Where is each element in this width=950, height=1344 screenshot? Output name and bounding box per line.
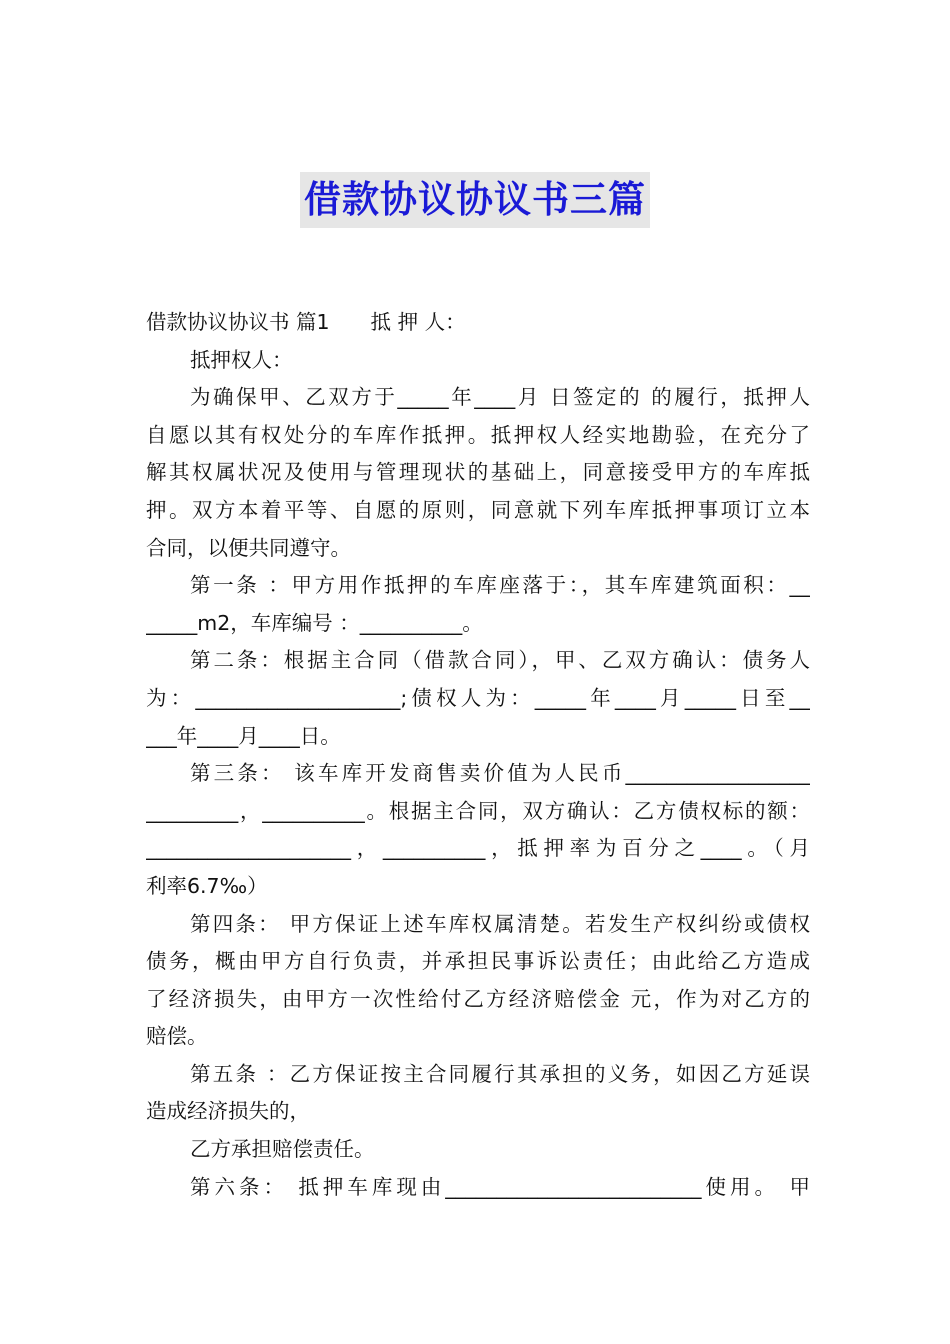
text-line: 第三条： 该车库开发商售卖价值为人民币__________________ <box>190 761 810 786</box>
text-line: 押。双方本着平等、自愿的原则，同意就下列车库抵押事项订立本 <box>146 497 810 522</box>
text-line: 解其权属状况及使用与管理现状的基础上，同意接受甲方的车库抵 <box>146 460 810 485</box>
text-line: 为：____________________;债权人为：_____年____月_____日至__ <box>146 685 810 710</box>
document-body <box>146 304 810 1206</box>
text-line: ____________________，__________，抵押率为百分之____。（月 <box>146 836 810 861</box>
text-line: 赔偿。 <box>146 1024 208 1049</box>
text-line: 债务，概由甲方自行负责，并承担民事诉讼责任；由此给乙方造成 <box>146 949 810 974</box>
text-line: 第二条：根据主合同（借款合同），甲、乙双方确认：债务人 <box>190 648 810 673</box>
document-title: 借款协议协议书三篇 <box>300 172 650 228</box>
text-line: 利率6.7‰） <box>146 873 268 898</box>
text-line: 合同，以便共同遵守。 <box>146 535 351 560</box>
text-line: 抵押权人： <box>190 347 293 372</box>
text-line: ___年____月____日。 <box>146 723 341 748</box>
text-line: 第五条 ：乙方保证按主合同履行其承担的义务，如因乙方延误 <box>190 1061 810 1086</box>
text-line: 第六条： 抵押车库现由_________________________使用。 甲 <box>190 1174 810 1199</box>
text-line: _____m2，车库编号 ：__________。 <box>146 610 483 635</box>
text-line: _________，__________。根据主合同，双方确认：乙方债权标的额： <box>146 798 810 823</box>
title-container <box>0 172 950 228</box>
text-line: 第四条： 甲方保证上述车库权属清楚。若发生产权纠纷或债权 <box>190 911 810 936</box>
text-line: 造成经济损失的， <box>146 1099 310 1124</box>
text-line: 为确保甲、乙双方于_____年____月 日签定的 的履行，抵押人 <box>190 385 810 410</box>
text-line: 第一条 ：甲方用作抵押的车库座落于：，其车库建筑面积：__ <box>190 573 810 598</box>
text-line-heading: 借款协议协议书 篇1 抵 押 人： <box>146 310 466 334</box>
text-line: 自愿以其有权处分的车库作抵押。抵押权人经实地勘验，在充分了 <box>146 422 810 447</box>
text-line: 了经济损失，由甲方一次性给付乙方经济赔偿金 元，作为对乙方的 <box>146 986 810 1011</box>
text-line: 乙方承担赔偿责任。 <box>190 1137 375 1162</box>
